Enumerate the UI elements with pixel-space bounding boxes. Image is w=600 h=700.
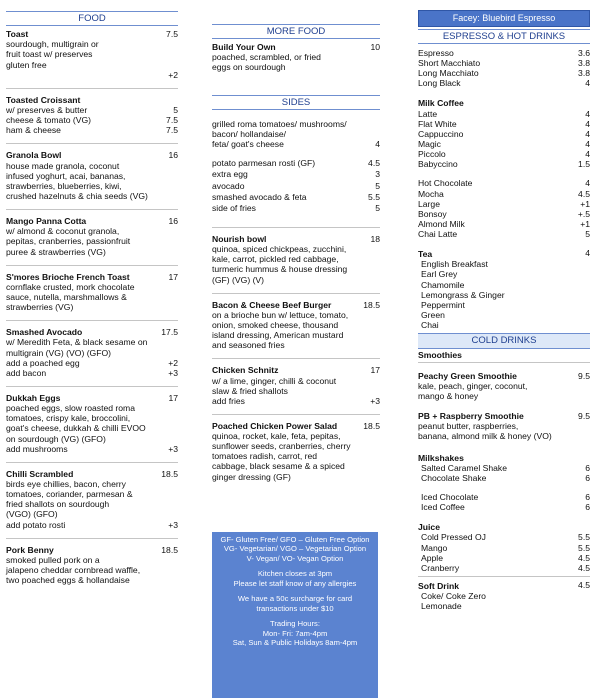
- item-label: Apple: [421, 552, 443, 563]
- item-price: +1: [580, 218, 590, 229]
- item-price: +3: [168, 519, 178, 530]
- item-price: +2: [168, 69, 178, 80]
- soft-drink-item: Lemonade: [421, 601, 462, 612]
- side-item: [212, 192, 380, 202]
- item-label: Bonsoy: [418, 208, 447, 219]
- item-description: poached eggs, slow roasted roma tomatoes, crispy kale, broccolini, goat's cheese, dukkah & chilli EVOO on sourdough (VG) (GFO): [6, 403, 146, 444]
- food-column: [6, 0, 178, 592]
- item-extra: [6, 358, 178, 368]
- item-label: Cold Pressed OJ: [421, 532, 486, 543]
- item-label: Salted Caramel Shake: [421, 462, 507, 473]
- item-price: +1: [580, 198, 590, 209]
- item-label: Chocolate Shake: [421, 472, 487, 483]
- divider: [212, 358, 380, 359]
- item-price: 18: [370, 233, 380, 244]
- drink-item: [421, 473, 590, 483]
- item-title-row: [6, 545, 178, 555]
- drinks-column: [418, 0, 590, 611]
- item-price: 7.5: [166, 125, 178, 136]
- item-description: quinoa, spiced chickpeas, zucchini, kale, carrot, pickled red cabbage, turmeric hummus & house dressing (GF) (VG) (V): [212, 244, 348, 285]
- drink-item: [418, 209, 590, 219]
- menu-item: [6, 327, 178, 385]
- item-price: 4: [585, 128, 590, 139]
- milk-coffee-heading: Milk Coffee: [418, 98, 464, 109]
- menu-item: [212, 234, 380, 292]
- item-description: w/ a lime, ginger, chilli & coconut slaw & fried shallots: [212, 375, 337, 396]
- smoothie-item: [418, 371, 590, 411]
- item-description: peanut butter, raspberries, banana, almond milk & honey (VO): [418, 421, 552, 442]
- item-title: Build Your Own: [212, 42, 276, 53]
- item-price: 4.5: [578, 562, 590, 573]
- menu-item: [6, 272, 178, 320]
- menu-item: [212, 421, 380, 489]
- item-extra: [212, 396, 380, 406]
- side-price: 3: [375, 169, 380, 180]
- tea-item: Earl Grey: [421, 269, 458, 280]
- item-price: 18.5: [363, 299, 380, 310]
- menu-item: [6, 393, 178, 461]
- milkshakes-heading: Milkshakes: [418, 452, 464, 463]
- item-title-row: [6, 150, 178, 160]
- item-price: +3: [370, 395, 380, 406]
- smoothie-list: [418, 371, 590, 452]
- item-description: kale, peach, ginger, coconut, mango & honey: [418, 380, 528, 401]
- side-label: side of fries: [212, 202, 256, 213]
- milk-coffee-list: [418, 109, 590, 170]
- item-price: 4: [585, 149, 590, 160]
- drink-item: [421, 563, 590, 573]
- item-title: Chilli Scrambled: [6, 468, 74, 479]
- item-label: Iced Chocolate: [421, 491, 479, 502]
- item-description: smoked pulled pork on a jalapeno cheddar cornbread waffle, two poached eggs & hollandaise: [6, 554, 141, 586]
- divider: [418, 576, 590, 577]
- item-price: +2: [168, 357, 178, 368]
- drink-item: [421, 553, 590, 563]
- brand-banner: Facey: Bluebird Espresso: [418, 10, 590, 27]
- trading-hours: Trading Hours: Mon- Fri: 7am-4pm Sat, Sun & Public Holidays 8am-4pm: [232, 619, 358, 648]
- item-price: 17: [168, 271, 178, 282]
- smoothie-item: [418, 411, 590, 451]
- item-title: Granola Bowl: [6, 150, 62, 161]
- item-extra: [6, 520, 178, 530]
- item-description: house made granola, coconut infused yoghurt, acai, bananas, strawberries, blueberries, kiwi, crushed hazelnuts & chia seeds (VG): [6, 160, 148, 202]
- espresso-heading: ESPRESSO & HOT DRINKS: [418, 29, 590, 44]
- item-price: 17: [168, 393, 178, 403]
- drink-item: [421, 492, 590, 502]
- item-label: Latte: [418, 108, 438, 119]
- side-item: [212, 119, 380, 149]
- item-label: add mushrooms: [6, 443, 68, 454]
- tea-item: Peppermint: [421, 299, 465, 310]
- divider: [212, 414, 380, 415]
- item-extra: [6, 368, 178, 378]
- tea-item: Chamomile: [421, 279, 465, 290]
- divider: [6, 320, 178, 321]
- divider: [6, 386, 178, 387]
- drink-item: [418, 199, 590, 209]
- item-price: 18.5: [161, 468, 178, 479]
- item-price: +3: [168, 443, 178, 454]
- soft-drink-heading: Soft Drink: [418, 580, 460, 591]
- item-label: add fries: [212, 395, 245, 406]
- item-description: cornflake crusted, mork chocolate sauce, nutella, marshmallows & strawberries (VG): [6, 281, 135, 313]
- item-label: Babyccino: [418, 159, 458, 170]
- divider: [6, 209, 178, 210]
- item-title-row: [6, 95, 178, 105]
- item-title-row: [6, 29, 178, 39]
- item-description: sourdough, multigrain or fruit toast w/ preserves gluten free: [6, 39, 99, 70]
- menu-item: [6, 95, 178, 143]
- juice-list: [418, 532, 590, 573]
- item-title-row: [6, 272, 178, 282]
- item-title: Bacon & Cheese Beef Burger: [212, 299, 332, 310]
- item-title: Dukkah Eggs: [6, 393, 61, 403]
- drink-item: [418, 78, 590, 88]
- soft-drink-price: 4.5: [578, 579, 590, 590]
- hot-drinks-list: [418, 178, 590, 239]
- item-label: Mango: [421, 542, 448, 553]
- juice-heading: Juice: [418, 522, 440, 533]
- drink-item: [418, 178, 590, 188]
- item-price: +.5: [577, 208, 590, 219]
- diet-legend: GF- Gluten Free/ GFO – Gluten Free Option VG- Vegetarian/ VGO – Vegetarian Option V- Vegan/ VO- Vegan Option: [220, 535, 370, 563]
- item-price: 1.5: [578, 159, 590, 170]
- side-label: grilled roma tomatoes/ mushrooms/ bacon/ hollandaise/ feta/ goat's cheese: [212, 118, 347, 150]
- item-title: Peachy Green Smoothie: [418, 370, 517, 381]
- item-price: 3.8: [578, 68, 590, 79]
- item-extra: [6, 70, 178, 80]
- drink-item: [418, 149, 590, 159]
- item-price: 4.5: [578, 188, 590, 199]
- item-description: birds eye chillies, bacon, cherry tomatoes, coriander, parmesan & fried shallots on sourdough (VGO) (GFO): [6, 478, 133, 520]
- tea-item: Green: [421, 310, 445, 321]
- item-label: Large: [418, 198, 440, 209]
- food-heading: FOOD: [6, 11, 178, 26]
- item-price: 5: [173, 105, 178, 116]
- item-price: 3.6: [578, 47, 590, 58]
- item-description: w/ almond & coconut granola, pepitas, cranberries, passionfruit puree & strawberries (VG): [6, 226, 131, 257]
- surcharge-notice: We have a 50c surcharge for card transactions under $10: [237, 594, 353, 613]
- item-label: Flat White: [418, 118, 457, 129]
- item-price: 4: [585, 138, 590, 149]
- item-title: Toasted Croissant: [6, 94, 81, 105]
- drink-item: [418, 139, 590, 149]
- more-food-heading: MORE FOOD: [212, 24, 380, 39]
- drink-item: [418, 219, 590, 229]
- menu-item: [6, 150, 178, 208]
- smoothies-heading: Smoothies: [418, 349, 462, 360]
- item-label: add potato rosti: [6, 519, 66, 530]
- tea-item: English Breakfast: [421, 259, 488, 270]
- item-price: 17: [370, 365, 380, 376]
- item-price: 6: [585, 502, 590, 513]
- side-item: [212, 158, 380, 168]
- side-label: potato parmesan rosti (GF): [212, 158, 316, 169]
- item-price: 5: [585, 229, 590, 240]
- item-label: Long Black: [418, 78, 461, 89]
- item-price: 17.5: [161, 327, 178, 338]
- tea-item: Lemongrass & Ginger: [421, 289, 505, 300]
- item-label: Espresso: [418, 47, 454, 58]
- item-price: 16: [168, 150, 178, 161]
- item-price: 7.5: [166, 29, 178, 40]
- item-price: 4: [585, 78, 590, 89]
- menu-item: [6, 469, 178, 537]
- side-price: 5: [375, 180, 380, 191]
- side-item: [212, 169, 380, 179]
- item-price: 4: [585, 118, 590, 129]
- divider: [212, 293, 380, 294]
- drink-item: [421, 502, 590, 512]
- iced-list: [418, 492, 590, 512]
- tea-list: [418, 259, 590, 330]
- tea-item: Chai: [421, 320, 439, 331]
- item-price: 10: [370, 42, 380, 53]
- item-description: on a brioche bun w/ lettuce, tomato, onion, smoked cheese, thousand island dressing, American mustard and seasoned fries: [212, 309, 349, 351]
- item-title-row: [6, 469, 178, 479]
- item-title-row: [6, 327, 178, 337]
- drink-item: [418, 48, 590, 58]
- side-item: [212, 203, 380, 213]
- menu-item: [6, 216, 178, 264]
- mains-list: [212, 234, 380, 489]
- item-title-row: [6, 216, 178, 226]
- divider: [212, 227, 380, 228]
- divider: [6, 265, 178, 266]
- soft-drink-item: Coke/ Coke Zero: [421, 591, 486, 602]
- menu-item: [212, 365, 380, 413]
- item-label: Piccolo: [418, 149, 446, 160]
- item-title-row: [418, 411, 590, 421]
- item-price: 9.5: [578, 411, 590, 422]
- tea-heading: Tea: [418, 249, 433, 260]
- item-description: w/ Meredith Feta, & black sesame on multigrain (VG) (VO) (GFO): [6, 337, 148, 358]
- item-price: 5.5: [578, 532, 590, 543]
- item-title: Nourish bowl: [212, 233, 267, 244]
- item-price: 6: [585, 491, 590, 502]
- item-label: w/ preserves & butter: [6, 105, 88, 116]
- item-title-row: [212, 234, 380, 244]
- tea-price: 4: [585, 248, 590, 259]
- drink-item: [418, 229, 590, 239]
- item-extra: [6, 125, 178, 135]
- item-price: 18.5: [161, 544, 178, 555]
- divider: [6, 88, 178, 89]
- item-price: +3: [168, 367, 178, 378]
- drink-item: [421, 543, 590, 553]
- side-price: 5.5: [368, 191, 380, 202]
- menu-item: [212, 300, 380, 358]
- item-label: Hot Chocolate: [418, 178, 473, 189]
- drink-item: [418, 119, 590, 129]
- item-price: 4.5: [578, 552, 590, 563]
- item-label: Chai Latte: [418, 229, 458, 240]
- item-extra: [6, 105, 178, 115]
- side-price: 4: [375, 139, 380, 150]
- cold-drinks-heading: COLD DRINKS: [418, 333, 590, 348]
- sides-list: [212, 119, 380, 213]
- item-price: 4: [585, 108, 590, 119]
- drink-item: [418, 159, 590, 169]
- divider: [6, 538, 178, 539]
- item-description: quinoa, rocket, kale, feta, pepitas, sunflower seeds, cranberries, cherry tomatoes radish, carrot, red cabbage, black sesame & a spiced ginger dressing (GF): [212, 431, 351, 482]
- item-label: cheese & tomato (VG): [6, 115, 92, 126]
- side-label: avocado: [212, 180, 245, 191]
- item-price: 7.5: [166, 115, 178, 126]
- item-title-row: [212, 365, 380, 375]
- item-title-row: [212, 300, 380, 310]
- item-extra: [6, 115, 178, 125]
- item-label: add a poached egg: [6, 357, 80, 368]
- side-label: extra egg: [212, 169, 248, 180]
- item-label: ham & cheese: [6, 125, 61, 136]
- drink-item: [418, 109, 590, 119]
- item-price: 5.5: [578, 542, 590, 553]
- item-title: Mango Panna Cotta: [6, 216, 87, 227]
- item-title: Chicken Schnitz: [212, 365, 279, 376]
- item-price: 18.5: [363, 420, 380, 431]
- soft-drink-list: [418, 591, 590, 611]
- item-price: 9.5: [578, 370, 590, 381]
- item-label: Magic: [418, 138, 441, 149]
- item-price: 16: [168, 216, 178, 227]
- item-price: 6: [585, 472, 590, 483]
- drink-item: [421, 532, 590, 542]
- kitchen-notice: Kitchen closes at 3pm Please let staff know of any allergies: [233, 569, 357, 588]
- item-label: Mocha: [418, 188, 444, 199]
- item-label: Cranberry: [421, 562, 460, 573]
- divider: [418, 362, 590, 363]
- item-title-row: [6, 393, 178, 403]
- item-price: 4: [585, 178, 590, 189]
- food-item-list: [6, 29, 178, 592]
- menu-item: [212, 42, 380, 79]
- sides-heading: SIDES: [212, 95, 380, 110]
- more-food-column: [212, 0, 380, 489]
- item-title: Toast: [6, 29, 29, 40]
- item-description: poached, scrambled, or fried eggs on sourdough: [212, 52, 321, 73]
- item-title: Smashed Avocado: [6, 327, 83, 338]
- side-price: 5: [375, 202, 380, 213]
- item-title-row: [418, 371, 590, 381]
- item-label: Almond Milk: [418, 218, 465, 229]
- side-price: 4.5: [368, 158, 380, 169]
- item-price: 3.8: [578, 57, 590, 68]
- milkshake-list: [418, 463, 590, 483]
- drink-item: [418, 68, 590, 78]
- item-label: Long Macchiato: [418, 68, 479, 79]
- item-title: Poached Chicken Power Salad: [212, 420, 338, 431]
- menu-item: [6, 545, 178, 593]
- item-title: S'mores Brioche French Toast: [6, 271, 130, 282]
- side-item: [212, 181, 380, 191]
- spacer: [212, 150, 380, 158]
- item-title: Pork Benny: [6, 544, 54, 555]
- side-label: smashed avocado & feta: [212, 191, 307, 202]
- item-label: add bacon: [6, 367, 47, 378]
- menu-item: [6, 29, 178, 87]
- divider: [6, 462, 178, 463]
- drink-item: [418, 58, 590, 68]
- espresso-list: [418, 48, 590, 89]
- item-label: Short Macchiato: [418, 57, 481, 68]
- info-box: [212, 532, 378, 698]
- drink-item: [418, 189, 590, 199]
- item-title: PB + Raspberry Smoothie: [418, 411, 524, 422]
- item-extra: [6, 444, 178, 454]
- item-label: Cappuccino: [418, 128, 464, 139]
- item-price: 6: [585, 462, 590, 473]
- drink-item: [418, 129, 590, 139]
- drink-item: [421, 463, 590, 473]
- divider: [6, 143, 178, 144]
- item-label: Iced Coffee: [421, 502, 465, 513]
- item-title-row: [212, 421, 380, 431]
